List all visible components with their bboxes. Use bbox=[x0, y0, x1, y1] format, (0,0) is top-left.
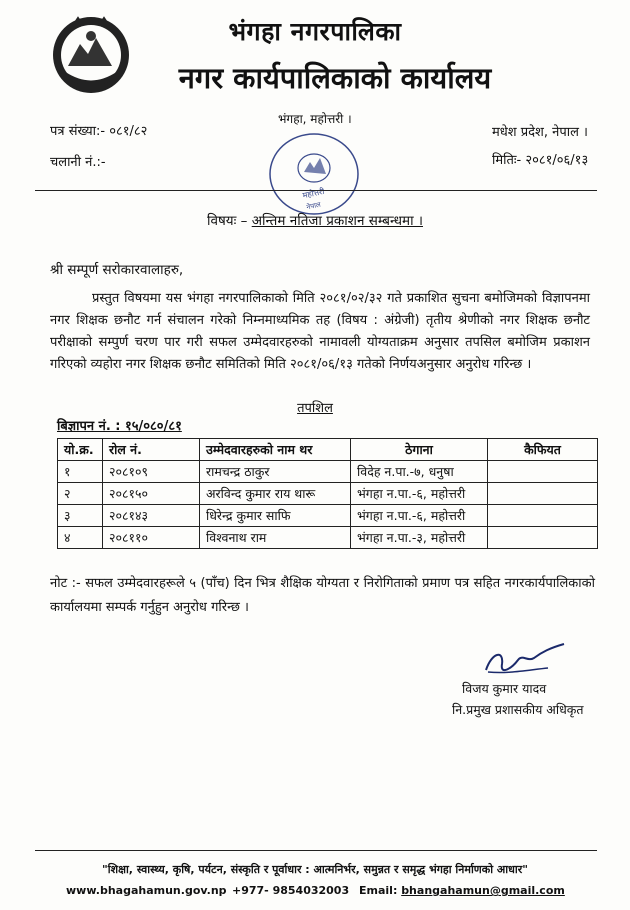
cell-roll: २०८१०९ bbox=[103, 461, 200, 483]
cell-remarks bbox=[488, 527, 598, 549]
cell-address: विदेह न.पा.-७, धनुषा bbox=[351, 461, 488, 483]
footer-motto: "शिक्षा, स्वास्थ्य, कृषि, पर्यटन, संस्कृति र पूर्वाधार : आत्मनिर्भर, समुन्नत र समृद्ध भंगहा निर्माणको आधार" bbox=[102, 863, 528, 876]
table-row bbox=[58, 527, 598, 549]
body-paragraph: प्रस्तुत विषयमा यस भंगहा नगरपालिकाको मिति २०८१/०२/३२ गते प्रकाशित सुचना बमोजिमको विज्ञापनमा नगर शिक्षक छनौट गर्न संचालन गरेको निम्नमाध्यमिक तह (विषय : अंग्रेजी) तृतीय श्रेणीको नगर शिक्षक छनौट परीक्षाको सम्पुर्ण चरण पार गरी सफल उम्मेदवारहरुको नामावली योग्यताक्रम अनुसार तपसिल बमोजिम प्रकाशन गरिएको व्यहोरा नगर शिक्षक छनौट समितिको मिति २०८१/०६/१३ गतेको निर्णयअनुसार अनुरोध गरिन्छ । bbox=[50, 291, 590, 372]
dispatch-number: चलानी नं.:- bbox=[50, 155, 106, 170]
footer-email-block bbox=[359, 884, 565, 897]
signatory-name: विजय कुमार यादव bbox=[462, 681, 547, 696]
col-address-header: ठेगाना bbox=[351, 439, 488, 461]
footer-email-label: Email: bbox=[359, 884, 398, 897]
cell-name: विश्वनाथ राम bbox=[200, 527, 351, 549]
footer-website[interactable]: www.bhagahamun.gov.np bbox=[66, 884, 227, 897]
cell-serial: ४ bbox=[58, 527, 103, 549]
cell-name: धिरेन्द्र कुमार साफि bbox=[200, 505, 351, 527]
col-name-header: उम्मेदवारहरुको नाम थर bbox=[200, 439, 351, 461]
cell-address: भंगहा न.पा.-६, महोत्तरी bbox=[351, 505, 488, 527]
province-label: मधेश प्रदेश, नेपाल । bbox=[492, 125, 588, 140]
footer-phone: +977- 9854032003 bbox=[232, 884, 350, 897]
office-name: नगर कार्यपालिकाको कार्यालय bbox=[178, 61, 492, 95]
signature-mark bbox=[478, 642, 568, 682]
office-address: भंगहा, महोत्तरी । bbox=[278, 112, 352, 126]
svg-text:नेपाल: नेपाल bbox=[305, 200, 322, 212]
reference-number: पत्र संख्या:- ०८१/८२ bbox=[50, 124, 148, 139]
cell-serial: २ bbox=[58, 483, 103, 505]
table-header-row bbox=[58, 439, 598, 461]
cell-remarks bbox=[488, 505, 598, 527]
table-title: तपशिल bbox=[297, 401, 333, 416]
note-paragraph: नोट :- सफल उम्मेदवारहरूले ५ (पाँच) दिन भित्र शैक्षिक योग्यता र निरोगिताको प्रमाण पत्र सहित नगरकार्यपालिकाको कार्यालयमा सम्पर्क गर्नुहुन अनुरोध गरिन्छ । bbox=[50, 576, 595, 615]
col-serial-header: यो.क्र. bbox=[58, 439, 103, 461]
table-row bbox=[58, 461, 598, 483]
footer-email[interactable]: bhangahamun@gmail.com bbox=[401, 884, 565, 897]
signatory-designation: नि.प्रमुख प्रशासकीय अधिकृत bbox=[452, 702, 584, 717]
cell-serial: १ bbox=[58, 461, 103, 483]
advertisement-number: बिज्ञापन नं. : १५/०८०/८१ bbox=[57, 419, 182, 434]
cell-name: रामचन्द्र ठाकुर bbox=[200, 461, 351, 483]
cell-roll: २०८१४३ bbox=[103, 505, 200, 527]
header-divider bbox=[35, 190, 597, 191]
subject-label: विषयः – bbox=[207, 213, 248, 229]
letter-date: मितिः- २०८१/०६/१३ bbox=[492, 153, 589, 168]
footer-divider bbox=[35, 850, 597, 851]
subject-text: अन्तिम नतिजा प्रकाशन सम्बन्धमा । bbox=[251, 213, 423, 229]
cell-serial: ३ bbox=[58, 505, 103, 527]
col-roll-header: रोल नं. bbox=[103, 439, 200, 461]
svg-text:महोत्तरी: महोत्तरी bbox=[301, 186, 326, 201]
table-row bbox=[58, 505, 598, 527]
cell-address: भंगहा न.पा.-६, महोत्तरी bbox=[351, 483, 488, 505]
cell-roll: २०८११० bbox=[103, 527, 200, 549]
cell-remarks bbox=[488, 461, 598, 483]
cell-remarks bbox=[488, 483, 598, 505]
cell-name: अरविन्द कुमार राय थारू bbox=[200, 483, 351, 505]
office-stamp bbox=[262, 128, 366, 220]
results-table bbox=[57, 438, 598, 549]
municipality-name: भंगहा नगरपालिका bbox=[228, 17, 402, 46]
subject-line bbox=[0, 211, 630, 229]
col-remarks-header: कैफियत bbox=[488, 439, 598, 461]
table-row bbox=[58, 483, 598, 505]
salutation: श्री सम्पूर्ण सरोकारवालाहरु, bbox=[50, 262, 184, 278]
cell-roll: २०८१५० bbox=[103, 483, 200, 505]
cell-address: भंगहा न.पा.-३, महोत्तरी bbox=[351, 527, 488, 549]
